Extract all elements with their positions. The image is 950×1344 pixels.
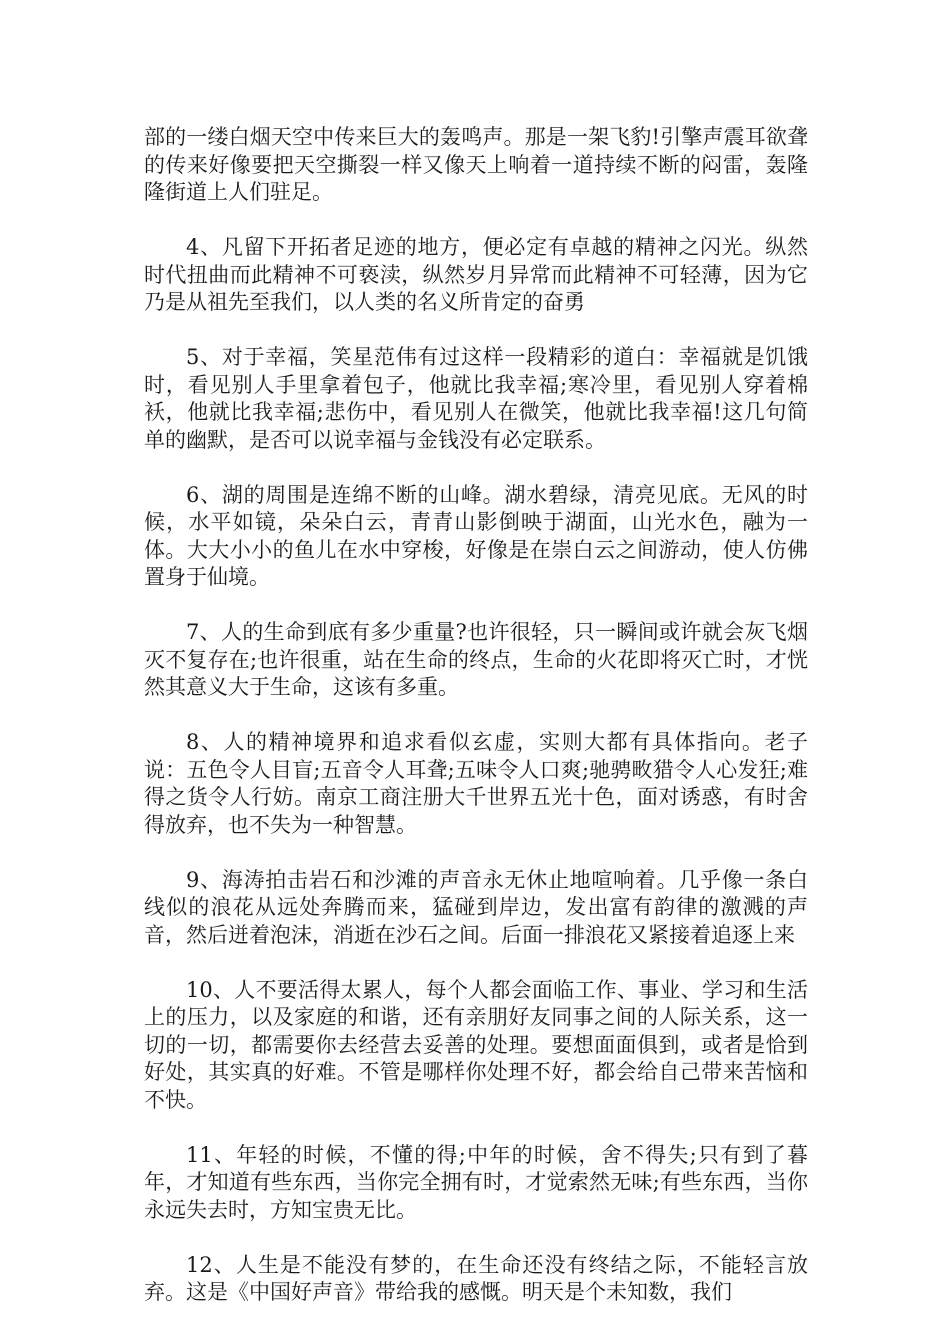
paragraph-item-12: 12、人生是不能没有梦的，在生命还没有终结之际，不能轻言放弃。这是《中国好声音》带给我的感慨。明天是个未知数，我们 bbox=[144, 1252, 808, 1304]
paragraph-continuation: 部的一缕白烟天空中传来巨大的轰鸣声。那是一架飞豹!引擎声震耳欲聋的传来好像要把天空撕裂一样又像天上响着一道持续不断的闷雷，轰隆隆街道上人们驻足。 bbox=[144, 125, 808, 204]
paragraph-item-7: 7、人的生命到底有多少重量?也许很轻，只一瞬间或许就会灰飞烟灭不复存在;也许很重，站在生命的终点，生命的火花即将灭亡时，才恍然其意义大于生命，这该有多重。 bbox=[144, 620, 808, 699]
paragraph-item-5: 5、对于幸福，笑星范伟有过这样一段精彩的道白：幸福就是饥饿时，看见别人手里拿着包子，他就比我幸福;寒冷里，看见别人穿着棉袄，他就比我幸福;悲伤中，看见别人在微笑，他就比我幸福!这几句简单的幽默，是否可以说幸福与金钱没有必定联系。 bbox=[144, 345, 808, 452]
paragraph-item-11: 11、年轻的时候，不懂的得;中年的时候，舍不得失;只有到了暮年，才知道有些东西，当你完全拥有时，才觉索然无味;有些东西，当你永远失去时，方知宝贵无比。 bbox=[144, 1142, 808, 1222]
paragraph-item-8: 8、人的精神境界和追求看似玄虚，实则大都有具体指向。老子说：五色令人目盲;五音令人耳聋;五味令人口爽;驰骋畋猎令人心发狂;难得之货令人行妨。南京工商注册大千世界五光十色，面对诱惑，有时舍得放弃，也不失为一种智慧。 bbox=[144, 730, 808, 837]
paragraph-item-10: 10、人不要活得太累人，每个人都会面临工作、事业、学习和生活上的压力，以及家庭的和谐，还有亲朋好友同事之间的人际关系，这一切的一切，都需要你去经营去妥善的处理。要想面面俱到，或者是恰到好处，其实真的好难。不管是哪样你处理不好，都会给自己带来苦恼和不快。 bbox=[144, 977, 808, 1112]
document-body bbox=[144, 124, 808, 1334]
paragraph-item-6: 6、湖的周围是连绵不断的山峰。湖水碧绿，清亮见底。无风的时候，水平如镜，朵朵白云，青青山影倒映于湖面，山光水色，融为一体。大大小小的鱼儿在水中穿梭，好像是在崇白云之间游动，使人仿佛置身于仙境。 bbox=[144, 482, 808, 589]
paragraph-item-4: 4、凡留下开拓者足迹的地方，便必定有卓越的精神之闪光。纵然时代扭曲而此精神不可亵渎，纵然岁月异常而此精神不可轻薄，因为它乃是从祖先至我们，以人类的名义所肯定的奋勇 bbox=[144, 235, 808, 314]
paragraph-item-9: 9、海涛拍击岩石和沙滩的声音永无休止地喧响着。几乎像一条白线似的浪花从远处奔腾而来，猛碰到岸边，发出富有韵律的激溅的声音，然后迸着泡沫，消逝在沙石之间。后面一排浪花又紧接着追逐上来 bbox=[144, 867, 808, 947]
